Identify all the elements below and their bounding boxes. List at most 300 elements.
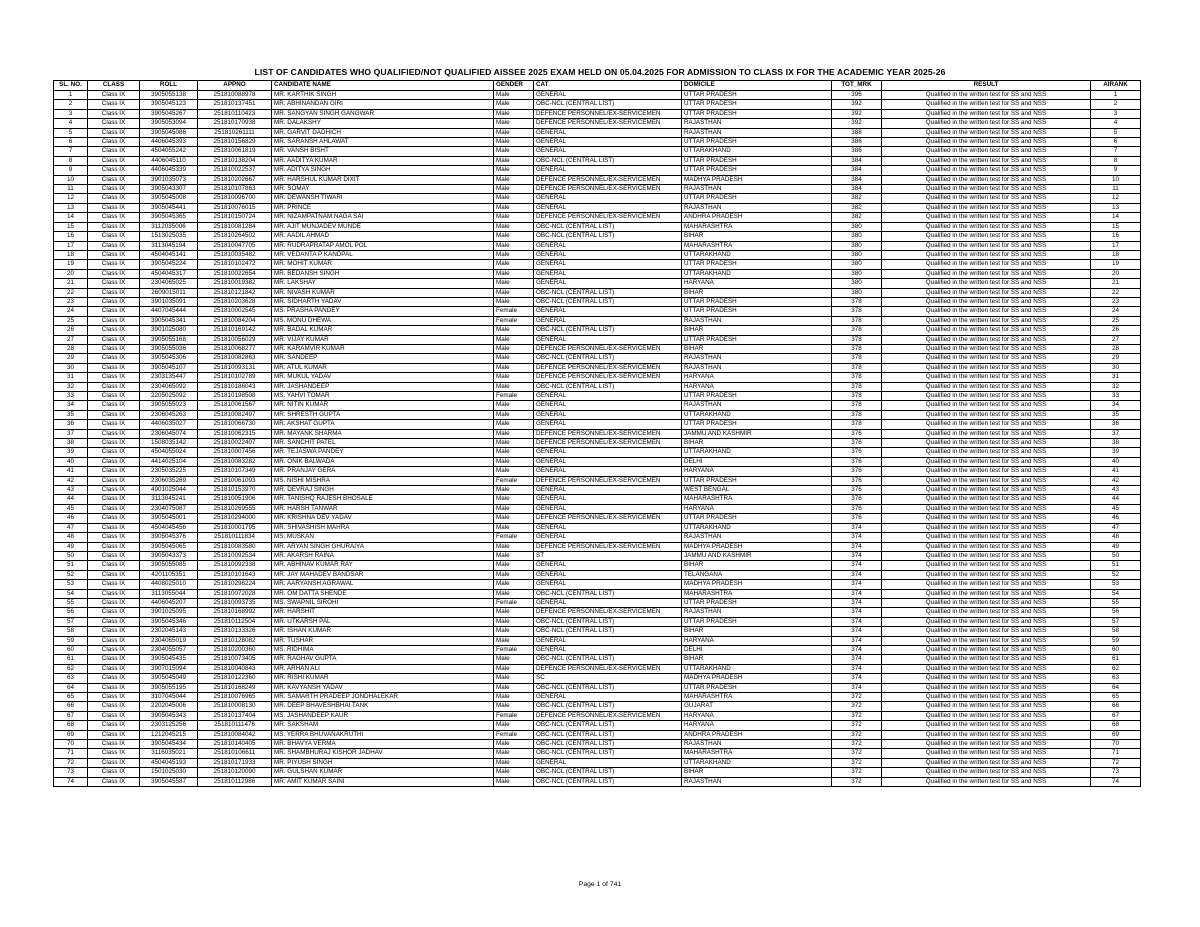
cell-candidate-name: MS. RIDHIMA xyxy=(272,645,494,654)
cell-tot-mrk: 380 xyxy=(832,260,882,269)
cell-roll: 2304065019 xyxy=(140,636,198,645)
cell-domicile: BIHAR xyxy=(682,344,832,353)
table-row xyxy=(54,138,1141,147)
cell-cat: OBC-NCL (CENTRAL LIST) xyxy=(534,777,682,786)
cell-gender: Male xyxy=(494,580,534,589)
cell-appno: 251810170938 xyxy=(198,119,272,128)
cell-result: Qualified in the written test for SS and NSS xyxy=(882,232,1091,241)
cell-sl-no: 37 xyxy=(54,429,88,438)
cell-cat: GENERAL xyxy=(534,693,682,702)
cell-cat: DEFENCE PERSONNEL/EX-SERVICEMEN xyxy=(534,514,682,523)
cell-result: Qualified in the written test for SS and NSS xyxy=(882,344,1091,353)
cell-result: Qualified in the written test for SS and NSS xyxy=(882,561,1091,570)
table-row xyxy=(54,128,1141,137)
cell-result: Qualified in the written test for SS and NSS xyxy=(882,119,1091,128)
cell-domicile: UTTAR PRADESH xyxy=(682,617,832,626)
cell-cat: OBC-NCL (CENTRAL LIST) xyxy=(534,702,682,711)
cell-domicile: BIHAR xyxy=(682,439,832,448)
cell-class: Class IX xyxy=(88,664,140,673)
cell-candidate-name: MR. ARHAN ALI xyxy=(272,664,494,673)
cell-sl-no: 59 xyxy=(54,636,88,645)
table-row xyxy=(54,175,1141,184)
cell-tot-mrk: 374 xyxy=(832,645,882,654)
cell-tot-mrk: 392 xyxy=(832,100,882,109)
cell-roll: 2304055057 xyxy=(140,645,198,654)
cell-class: Class IX xyxy=(88,627,140,636)
cell-sl-no: 14 xyxy=(54,213,88,222)
cell-roll: 3113055044 xyxy=(140,589,198,598)
table-row xyxy=(54,711,1141,720)
cell-appno: 251810102472 xyxy=(198,260,272,269)
cell-result: Qualified in the written test for SS and NSS xyxy=(882,185,1091,194)
cell-roll: 4406045207 xyxy=(140,598,198,607)
cell-appno: 251810096700 xyxy=(198,194,272,203)
cell-tot-mrk: 372 xyxy=(832,758,882,767)
cell-roll: 3905045434 xyxy=(140,740,198,749)
table-row xyxy=(54,213,1141,222)
cell-airank: 24 xyxy=(1091,307,1141,316)
cell-cat: DEFENCE PERSONNEL/EX-SERVICEMEN xyxy=(534,119,682,128)
cell-gender: Male xyxy=(494,194,534,203)
cell-candidate-name: MR. DEEP BHAVESHBHAI TANK xyxy=(272,702,494,711)
cell-domicile: UTTAR PRADESH xyxy=(682,138,832,147)
cell-result: Qualified in the written test for SS and NSS xyxy=(882,307,1091,316)
cell-airank: 71 xyxy=(1091,749,1141,758)
col-header-sl-no: SL. NO. xyxy=(54,81,88,91)
cell-class: Class IX xyxy=(88,457,140,466)
cell-airank: 61 xyxy=(1091,655,1141,664)
cell-tot-mrk: 374 xyxy=(832,533,882,542)
cell-cat: OBC-NCL (CENTRAL LIST) xyxy=(534,100,682,109)
cell-airank: 68 xyxy=(1091,721,1141,730)
cell-sl-no: 38 xyxy=(54,439,88,448)
cell-candidate-name: MR. OM DATTA SHENDE xyxy=(272,589,494,598)
cell-class: Class IX xyxy=(88,401,140,410)
cell-candidate-name: MR. TANISHQ RAJESH BHOSALE xyxy=(272,495,494,504)
table-header-row xyxy=(54,81,1141,91)
cell-roll: 4414025104 xyxy=(140,457,198,466)
cell-gender: Male xyxy=(494,91,534,100)
cell-sl-no: 73 xyxy=(54,768,88,777)
cell-domicile: MADHYA PRADESH xyxy=(682,542,832,551)
cell-appno: 251810061093 xyxy=(198,476,272,485)
cell-gender: Male xyxy=(494,250,534,259)
cell-candidate-name: MR. BEDANSH SINGH xyxy=(272,269,494,278)
cell-cat: DEFENCE PERSONNEL/EX-SERVICEMEN xyxy=(534,711,682,720)
cell-cat: GENERAL xyxy=(534,636,682,645)
cell-candidate-name: MR. NIZAMPATNAM NAGA SAI xyxy=(272,213,494,222)
cell-sl-no: 67 xyxy=(54,711,88,720)
cell-airank: 69 xyxy=(1091,730,1141,739)
cell-candidate-name: MR. AKARSH RAINA xyxy=(272,551,494,560)
cell-class: Class IX xyxy=(88,655,140,664)
cell-result: Qualified in the written test for SS and NSS xyxy=(882,175,1091,184)
cell-candidate-name: MS. NISHI MISHRA xyxy=(272,476,494,485)
cell-cat: GENERAL xyxy=(534,203,682,212)
cell-appno: 251810198508 xyxy=(198,392,272,401)
cell-result: Qualified in the written test for SS and NSS xyxy=(882,627,1091,636)
cell-roll: 3905045224 xyxy=(140,260,198,269)
cell-gender: Male xyxy=(494,344,534,353)
cell-domicile: RAJASTHAN xyxy=(682,128,832,137)
cell-domicile: ANDHRA PRADESH xyxy=(682,213,832,222)
cell-appno: 251810061567 xyxy=(198,401,272,410)
cell-candidate-name: MR. KARTHIK SINGH xyxy=(272,91,494,100)
table-row xyxy=(54,693,1141,702)
cell-domicile: DELHI xyxy=(682,457,832,466)
cell-tot-mrk: 378 xyxy=(832,316,882,325)
cell-result: Qualified in the written test for SS and NSS xyxy=(882,721,1091,730)
cell-sl-no: 10 xyxy=(54,175,88,184)
cell-appno: 251810008130 xyxy=(198,702,272,711)
cell-candidate-name: MR. PRANJAY GERA xyxy=(272,467,494,476)
cell-gender: Male xyxy=(494,269,534,278)
cell-result: Qualified in the written test for SS and NSS xyxy=(882,382,1091,391)
table-row xyxy=(54,683,1141,692)
cell-airank: 52 xyxy=(1091,570,1141,579)
cell-roll: 4504045456 xyxy=(140,523,198,532)
table-row xyxy=(54,768,1141,777)
cell-class: Class IX xyxy=(88,476,140,485)
cell-candidate-name: MR. ABHINANDAN GIRI xyxy=(272,100,494,109)
cell-result: Qualified in the written test for SS and NSS xyxy=(882,166,1091,175)
cell-domicile: RAJASTHAN xyxy=(682,401,832,410)
cell-roll: 1212045215 xyxy=(140,730,198,739)
cell-cat: GENERAL xyxy=(534,523,682,532)
cell-class: Class IX xyxy=(88,429,140,438)
table-row xyxy=(54,420,1141,429)
cell-sl-no: 1 xyxy=(54,91,88,100)
cell-sl-no: 55 xyxy=(54,598,88,607)
table-row xyxy=(54,777,1141,786)
table-row xyxy=(54,664,1141,673)
cell-roll: 3905043307 xyxy=(140,185,198,194)
cell-sl-no: 40 xyxy=(54,457,88,466)
cell-roll: 2303135447 xyxy=(140,373,198,382)
col-header-roll: ROLL xyxy=(140,81,198,91)
cell-class: Class IX xyxy=(88,636,140,645)
cell-tot-mrk: 374 xyxy=(832,589,882,598)
table-row xyxy=(54,307,1141,316)
cell-cat: DEFENCE PERSONNEL/EX-SERVICEMEN xyxy=(534,175,682,184)
cell-sl-no: 61 xyxy=(54,655,88,664)
cell-gender: Male xyxy=(494,119,534,128)
cell-result: Qualified in the written test for SS and NSS xyxy=(882,551,1091,560)
cell-gender: Male xyxy=(494,439,534,448)
cell-result: Qualified in the written test for SS and NSS xyxy=(882,777,1091,786)
cell-tot-mrk: 396 xyxy=(832,91,882,100)
cell-roll: 2306045074 xyxy=(140,429,198,438)
cell-class: Class IX xyxy=(88,523,140,532)
cell-domicile: JAMMU AND KASHMIR xyxy=(682,551,832,560)
cell-gender: Male xyxy=(494,486,534,495)
cell-domicile: HARYANA xyxy=(682,711,832,720)
cell-gender: Male xyxy=(494,166,534,175)
cell-appno: 251810153970 xyxy=(198,486,272,495)
cell-candidate-name: MS. YAHVI TOMAR xyxy=(272,392,494,401)
cell-candidate-name: MR. BHAVYA VERMA xyxy=(272,740,494,749)
cell-appno: 251810202667 xyxy=(198,175,272,184)
cell-tot-mrk: 380 xyxy=(832,232,882,241)
cell-candidate-name: MR. RISHI KUMAR xyxy=(272,674,494,683)
cell-airank: 18 xyxy=(1091,250,1141,259)
cell-cat: GENERAL xyxy=(534,561,682,570)
cell-cat: SC xyxy=(534,674,682,683)
cell-domicile: HARYANA xyxy=(682,504,832,513)
cell-roll: 4201105351 xyxy=(140,570,198,579)
cell-class: Class IX xyxy=(88,203,140,212)
cell-roll: 1513025035 xyxy=(140,232,198,241)
cell-roll: 2306045263 xyxy=(140,410,198,419)
table-row xyxy=(54,119,1141,128)
cell-gender: Male xyxy=(494,185,534,194)
cell-appno: 251810110423 xyxy=(198,109,272,118)
cell-domicile: TELANGANA xyxy=(682,570,832,579)
cell-sl-no: 68 xyxy=(54,721,88,730)
cell-result: Qualified in the written test for SS and NSS xyxy=(882,655,1091,664)
cell-candidate-name: MR. NITIN KUMAR xyxy=(272,401,494,410)
cell-domicile: UTTAR PRADESH xyxy=(682,683,832,692)
cell-cat: GENERAL xyxy=(534,166,682,175)
cell-roll: 3905045306 xyxy=(140,354,198,363)
col-header-domicile: DOMICILE xyxy=(682,81,832,91)
cell-class: Class IX xyxy=(88,410,140,419)
cell-airank: 29 xyxy=(1091,354,1141,363)
cell-appno: 251810061819 xyxy=(198,147,272,156)
cell-roll: 3905045065 xyxy=(140,542,198,551)
cell-airank: 47 xyxy=(1091,523,1141,532)
cell-roll: 4407045444 xyxy=(140,307,198,316)
cell-domicile: MAHARASHTRA xyxy=(682,222,832,231)
cell-gender: Male xyxy=(494,702,534,711)
cell-appno: 251810022407 xyxy=(198,439,272,448)
cell-tot-mrk: 382 xyxy=(832,203,882,212)
cell-gender: Female xyxy=(494,392,534,401)
table-row xyxy=(54,561,1141,570)
cell-airank: 35 xyxy=(1091,410,1141,419)
cell-tot-mrk: 384 xyxy=(832,156,882,165)
cell-cat: GENERAL xyxy=(534,260,682,269)
cell-sl-no: 63 xyxy=(54,674,88,683)
cell-gender: Male xyxy=(494,655,534,664)
cell-appno: 251810112504 xyxy=(198,617,272,626)
cell-result: Qualified in the written test for SS and NSS xyxy=(882,269,1091,278)
cell-sl-no: 28 xyxy=(54,344,88,353)
cell-class: Class IX xyxy=(88,514,140,523)
cell-domicile: UTTARAKHAND xyxy=(682,758,832,767)
table-row xyxy=(54,147,1141,156)
cell-class: Class IX xyxy=(88,213,140,222)
cell-appno: 251810107863 xyxy=(198,185,272,194)
cell-airank: 1 xyxy=(1091,91,1141,100)
table-row xyxy=(54,608,1141,617)
cell-airank: 32 xyxy=(1091,382,1141,391)
cell-cat: DEFENCE PERSONNEL/EX-SERVICEMEN xyxy=(534,363,682,372)
cell-roll: 4901025044 xyxy=(140,486,198,495)
cell-airank: 48 xyxy=(1091,533,1141,542)
cell-sl-no: 12 xyxy=(54,194,88,203)
cell-tot-mrk: 380 xyxy=(832,250,882,259)
cell-appno: 251810261111 xyxy=(198,128,272,137)
cell-tot-mrk: 378 xyxy=(832,392,882,401)
cell-roll: 3901025095 xyxy=(140,608,198,617)
cell-class: Class IX xyxy=(88,194,140,203)
cell-sl-no: 35 xyxy=(54,410,88,419)
cell-candidate-name: MR. ARYAN SINGH GHURAIYA xyxy=(272,542,494,551)
cell-class: Class IX xyxy=(88,354,140,363)
cell-result: Qualified in the written test for SS and NSS xyxy=(882,128,1091,137)
cell-cat: GENERAL xyxy=(534,316,682,325)
cell-gender: Male xyxy=(494,627,534,636)
cell-tot-mrk: 392 xyxy=(832,119,882,128)
cell-cat: GENERAL xyxy=(534,392,682,401)
cell-roll: 3905045086 xyxy=(140,128,198,137)
cell-cat: GENERAL xyxy=(534,241,682,250)
cell-appno: 251810081284 xyxy=(198,222,272,231)
cell-cat: GENERAL xyxy=(534,645,682,654)
cell-domicile: UTTARAKHAND xyxy=(682,410,832,419)
table-row xyxy=(54,269,1141,278)
cell-domicile: BIHAR xyxy=(682,627,832,636)
cell-appno: 251810073405 xyxy=(198,655,272,664)
cell-gender: Male xyxy=(494,570,534,579)
cell-result: Qualified in the written test for SS and NSS xyxy=(882,730,1091,739)
cell-appno: 251810111834 xyxy=(198,533,272,542)
cell-airank: 11 xyxy=(1091,185,1141,194)
cell-result: Qualified in the written test for SS and NSS xyxy=(882,326,1091,335)
cell-airank: 65 xyxy=(1091,693,1141,702)
cell-result: Qualified in the written test for SS and NSS xyxy=(882,749,1091,758)
cell-tot-mrk: 374 xyxy=(832,617,882,626)
cell-candidate-name: MR. MOHIT KUMAR xyxy=(272,260,494,269)
cell-appno: 251810168992 xyxy=(198,608,272,617)
cell-tot-mrk: 382 xyxy=(832,194,882,203)
cell-appno: 251810264502 xyxy=(198,232,272,241)
cell-gender: Male xyxy=(494,617,534,626)
cell-gender: Male xyxy=(494,326,534,335)
table-row xyxy=(54,476,1141,485)
cell-domicile: HARYANA xyxy=(682,279,832,288)
cell-appno: 251810076015 xyxy=(198,203,272,212)
cell-airank: 17 xyxy=(1091,241,1141,250)
table-row xyxy=(54,100,1141,109)
cell-gender: Male xyxy=(494,382,534,391)
cell-sl-no: 41 xyxy=(54,467,88,476)
cell-appno: 251810084204 xyxy=(198,316,272,325)
cell-cat: GENERAL xyxy=(534,420,682,429)
cell-class: Class IX xyxy=(88,542,140,551)
cell-sl-no: 47 xyxy=(54,523,88,532)
cell-appno: 251810002545 xyxy=(198,307,272,316)
cell-result: Qualified in the written test for SS and NSS xyxy=(882,589,1091,598)
cell-cat: GENERAL xyxy=(534,307,682,316)
cell-cat: GENERAL xyxy=(534,147,682,156)
cell-cat: OBC-NCL (CENTRAL LIST) xyxy=(534,382,682,391)
table-row xyxy=(54,570,1141,579)
cell-class: Class IX xyxy=(88,448,140,457)
cell-roll: 3905045008 xyxy=(140,194,198,203)
cell-appno: 251810093131 xyxy=(198,363,272,372)
cell-sl-no: 32 xyxy=(54,382,88,391)
cell-class: Class IX xyxy=(88,232,140,241)
cell-tot-mrk: 378 xyxy=(832,344,882,353)
cell-gender: Male xyxy=(494,373,534,382)
cell-result: Qualified in the written test for SS and NSS xyxy=(882,335,1091,344)
cell-gender: Male xyxy=(494,768,534,777)
cell-result: Qualified in the written test for SS and NSS xyxy=(882,410,1091,419)
table-row xyxy=(54,749,1141,758)
cell-tot-mrk: 380 xyxy=(832,241,882,250)
cell-gender: Male xyxy=(494,420,534,429)
table-row xyxy=(54,533,1141,542)
cell-sl-no: 44 xyxy=(54,495,88,504)
cell-gender: Male xyxy=(494,335,534,344)
cell-gender: Male xyxy=(494,777,534,786)
cell-roll: 3905045343 xyxy=(140,711,198,720)
cell-roll: 2306035269 xyxy=(140,476,198,485)
cell-tot-mrk: 380 xyxy=(832,222,882,231)
cell-appno: 251810140405 xyxy=(198,740,272,749)
cell-domicile: MAHARASHTRA xyxy=(682,241,832,250)
cell-candidate-name: MR. SIDHARTH YADAV xyxy=(272,297,494,306)
table-row xyxy=(54,448,1141,457)
cell-sl-no: 17 xyxy=(54,241,88,250)
table-row xyxy=(54,297,1141,306)
cell-class: Class IX xyxy=(88,91,140,100)
cell-candidate-name: MR. AMIT KUMAR SAINI xyxy=(272,777,494,786)
cell-candidate-name: MS. MUSKAN xyxy=(272,533,494,542)
cell-airank: 19 xyxy=(1091,260,1141,269)
cell-result: Qualified in the written test for SS and NSS xyxy=(882,100,1091,109)
cell-class: Class IX xyxy=(88,758,140,767)
cell-airank: 5 xyxy=(1091,128,1141,137)
cell-gender: Male xyxy=(494,260,534,269)
table-row xyxy=(54,91,1141,100)
cell-domicile: UTTAR PRADESH xyxy=(682,514,832,523)
cell-cat: OBC-NCL (CENTRAL LIST) xyxy=(534,721,682,730)
cell-cat: DEFENCE PERSONNEL/EX-SERVICEMEN xyxy=(534,213,682,222)
cell-class: Class IX xyxy=(88,589,140,598)
cell-roll: 2304075087 xyxy=(140,504,198,513)
cell-cat: GENERAL xyxy=(534,570,682,579)
cell-gender: Female xyxy=(494,730,534,739)
cell-roll: 4504055024 xyxy=(140,448,198,457)
cell-result: Qualified in the written test for SS and NSS xyxy=(882,392,1091,401)
cell-tot-mrk: 380 xyxy=(832,269,882,278)
cell-tot-mrk: 374 xyxy=(832,664,882,673)
cell-roll: 3113045241 xyxy=(140,495,198,504)
cell-candidate-name: MR. RUDRAPRATAP AMOL POL xyxy=(272,241,494,250)
cell-sl-no: 48 xyxy=(54,533,88,542)
cell-candidate-name: MR. VEDANTA P KANDPAL xyxy=(272,250,494,259)
cell-roll: 3905045123 xyxy=(140,100,198,109)
cell-cat: GENERAL xyxy=(534,448,682,457)
cell-candidate-name: MR. DALAKSHY xyxy=(272,119,494,128)
col-header-appno: APPNO xyxy=(198,81,272,91)
cell-cat: GENERAL xyxy=(534,467,682,476)
cell-result: Qualified in the written test for SS and NSS xyxy=(882,702,1091,711)
cell-gender: Male xyxy=(494,100,534,109)
cell-candidate-name: MR. HARSHUL KUMAR DIXIT xyxy=(272,175,494,184)
col-header-candidate-name: CANDIDATE NAME xyxy=(272,81,494,91)
cell-candidate-name: MR. MAYANK SHARMA xyxy=(272,429,494,438)
cell-appno: 251810106611 xyxy=(198,749,272,758)
table-row xyxy=(54,721,1141,730)
cell-sl-no: 20 xyxy=(54,269,88,278)
cell-class: Class IX xyxy=(88,777,140,786)
cell-gender: Male xyxy=(494,504,534,513)
cell-airank: 34 xyxy=(1091,401,1141,410)
